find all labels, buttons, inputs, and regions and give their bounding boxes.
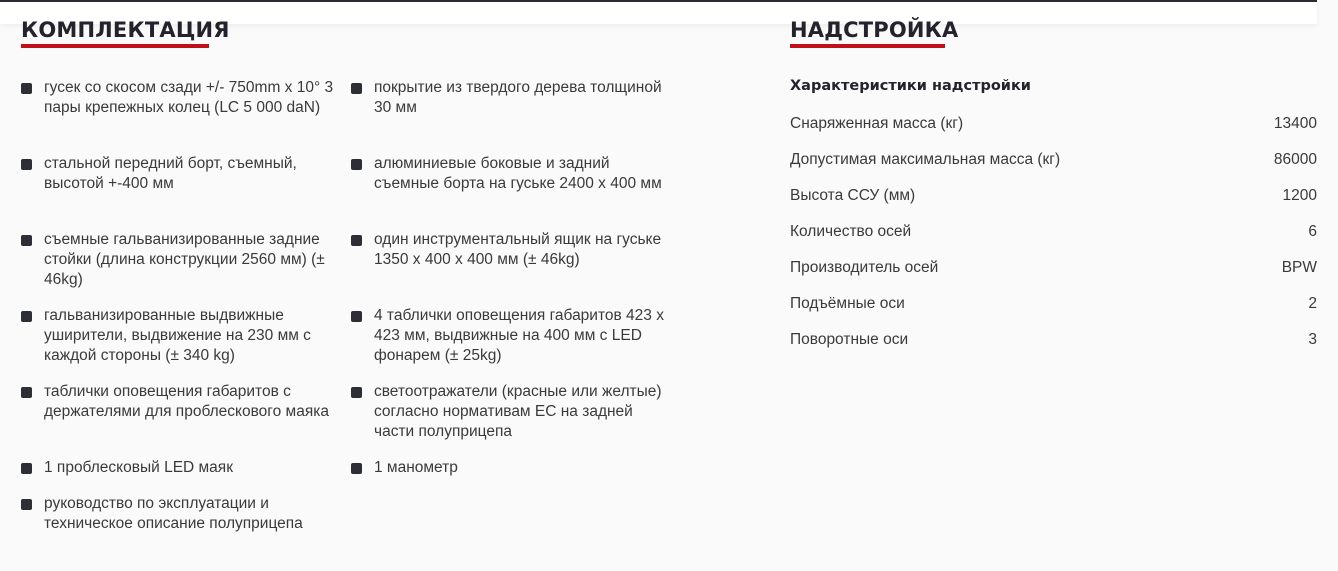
list-item-text: гусек со скосом сзади +/- 750mm x 10° 3 пары крепежных колец (LC 5 000 daN)	[44, 79, 334, 116]
list-item	[351, 230, 670, 270]
bullet-square-icon	[21, 463, 32, 474]
bullet-square-icon	[351, 387, 362, 398]
equipment-title: КОМПЛЕКТАЦИЯ	[21, 18, 230, 42]
spec-label: Производитель осей	[790, 259, 939, 276]
spec-value: 1200	[1282, 187, 1317, 204]
bullet-square-icon	[21, 387, 32, 398]
list-item-text: руководство по эксплуатации и техническое описание полуприцепа	[44, 495, 303, 532]
list-item	[351, 382, 670, 442]
list-item	[351, 458, 670, 478]
spec-value: BPW	[1281, 259, 1317, 276]
list-item-text: алюминиевые боковые и задний съемные борта на гуське 2400 x 400 мм	[374, 155, 662, 192]
spec-value: 13400	[1273, 115, 1317, 132]
list-item	[21, 306, 334, 366]
bullet-square-icon	[21, 311, 32, 322]
spec-label: Снаряженная масса (кг)	[790, 115, 964, 132]
spec-row	[790, 222, 1317, 242]
list-item	[21, 382, 334, 422]
bullet-square-icon	[351, 235, 362, 246]
equipment-title-underline	[21, 44, 209, 48]
spec-value: 2	[1308, 295, 1317, 312]
spec-value: 6	[1308, 223, 1317, 240]
spec-row	[790, 186, 1317, 206]
list-item-text: таблички оповещения габаритов с держателями для проблескового маяка	[44, 383, 329, 420]
spec-row	[790, 114, 1317, 134]
bullet-square-icon	[21, 83, 32, 94]
spec-row	[790, 150, 1317, 170]
list-item	[21, 494, 334, 534]
spec-label: Высота ССУ (мм)	[790, 187, 916, 204]
spec-value: 86000	[1273, 151, 1317, 168]
list-item	[351, 306, 670, 366]
list-item	[21, 458, 334, 478]
bullet-square-icon	[21, 499, 32, 510]
list-item-text: стальной передний борт, съемный, высотой +-400 мм	[44, 155, 297, 192]
list-item-text: 1 манометр	[374, 459, 458, 476]
list-item	[351, 78, 670, 118]
list-item-text: светоотражатели (красные или желтые) согласно нормативам ЕС на задней части полуприцепа	[374, 383, 662, 440]
spec-row	[790, 330, 1317, 350]
bullet-square-icon	[21, 235, 32, 246]
bullet-square-icon	[351, 311, 362, 322]
bullet-square-icon	[21, 159, 32, 170]
spec-value: 3	[1308, 331, 1317, 348]
list-item-text: гальванизированные выдвижные уширители, выдвижение на 230 мм с каждой стороны (± 340 kg)	[44, 307, 311, 364]
spec-label: Поворотные оси	[790, 331, 909, 348]
spec-label: Количество осей	[790, 223, 912, 240]
spec-row	[790, 294, 1317, 314]
superstructure-title: НАДСТРОЙКА	[790, 18, 959, 42]
specs-heading: Характеристики надстройки	[790, 78, 1031, 94]
list-item-text: съемные гальванизированные задние стойки (длина конструкции 2560 мм) (± 46kg)	[44, 231, 325, 288]
list-item	[21, 230, 334, 290]
list-item	[21, 78, 334, 118]
list-item-text: 4 таблички оповещения габаритов 423 x 423 мм, выдвижные на 400 мм с LED фонарем (± 25kg)	[374, 307, 664, 364]
bullet-square-icon	[351, 463, 362, 474]
list-item	[351, 154, 670, 194]
bullet-square-icon	[351, 83, 362, 94]
spec-row	[790, 258, 1317, 278]
list-item-text: покрытие из твердого дерева толщиной 30 мм	[374, 79, 662, 116]
spec-label: Подъёмные оси	[790, 295, 905, 312]
superstructure-title-underline	[790, 44, 945, 48]
spec-label: Допустимая максимальная масса (кг)	[790, 151, 1061, 168]
list-item	[21, 154, 334, 194]
bullet-square-icon	[351, 159, 362, 170]
list-item-text: 1 проблесковый LED маяк	[44, 459, 233, 476]
list-item-text: один инструментальный ящик на гуське 1350 x 400 x 400 мм (± 46kg)	[374, 231, 662, 268]
